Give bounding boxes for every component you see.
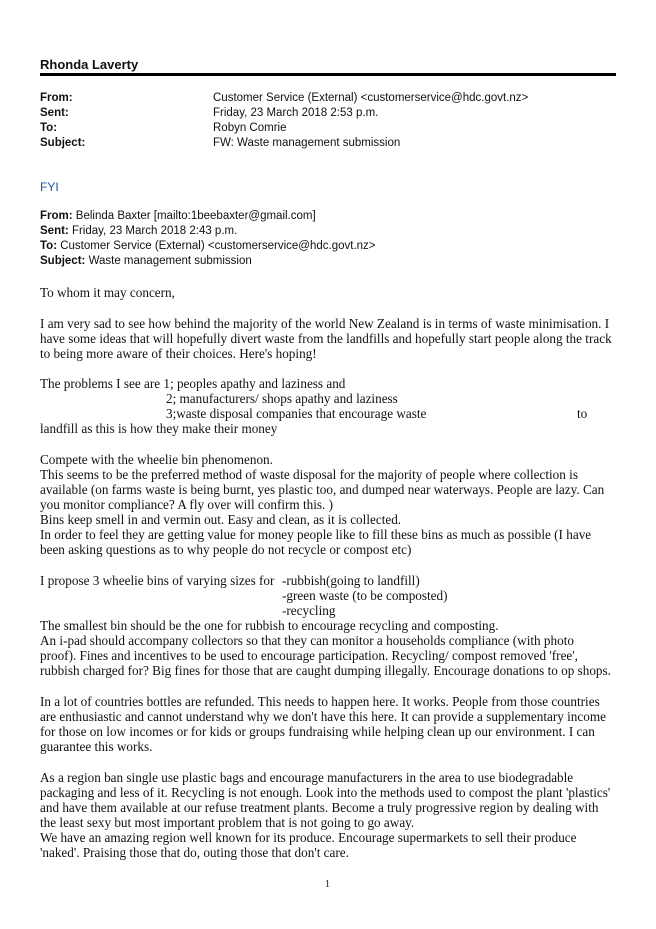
header-to-value: Robyn Comrie — [213, 122, 287, 134]
bins-intro: I propose 3 wheelie bins of varying sizes for — [40, 573, 275, 588]
paragraph-3-line: Compete with the wheelie bin phenomenon. — [40, 452, 273, 467]
forwarded-to-value: Customer Service (External) <customerservice@hdc.govt.nz> — [60, 240, 376, 252]
owner-name: Rhonda Laverty — [40, 57, 139, 72]
bins-item-1: -rubbish(going to landfill) — [282, 573, 420, 588]
forwarded-to-label: To: — [40, 240, 58, 252]
paragraph-4-line: An i-pad should accompany collectors so that they can monitor a households compliance (with photo — [40, 633, 574, 648]
paragraph-6-line: As a region ban single use plastic bags and encourage manufacturers in the area to use biodegradable — [40, 770, 574, 785]
paragraph-1-line: to being more aware of their choices. Here's hoping! — [40, 346, 317, 361]
forwarded-from-label: From: — [40, 210, 73, 222]
header-sent-label: Sent: — [40, 107, 69, 119]
forwarded-to — [40, 240, 376, 252]
page-number: 1 — [325, 879, 330, 890]
forwarded-subject — [40, 255, 252, 267]
paragraph-3-line: In order to feel they are getting value for money people like to fill these bins as much as possible (I have — [40, 527, 592, 542]
forwarded-from-value: Belinda Baxter [mailto:1beebaxter@gmail.com] — [75, 210, 316, 222]
paragraph-3-line: you monitor compliance? A fly over will confirm this. ) — [40, 497, 333, 512]
fyi-note: FYI — [40, 180, 59, 194]
problems-line-4: landfill as this is how they make their money — [40, 421, 278, 436]
paragraph-5-line: are enthusiastic and cannot understand why we don't have this here. It can provide a supplementary income — [40, 709, 606, 724]
paragraph-5-line: In a lot of countries bottles are refunded. This needs to happen here. It works. People from those countries — [40, 694, 600, 709]
paragraph-1-line: I am very sad to see how behind the majority of the world New Zealand is in terms of waste minimisation. I — [40, 316, 610, 331]
header-subject-label: Subject: — [40, 137, 86, 149]
forwarded-from — [40, 210, 316, 222]
problems-line-1: The problems I see are 1; peoples apathy and laziness and — [40, 376, 346, 391]
paragraph-5-line: guarantee this works. — [40, 739, 153, 754]
paragraph-6-line: 'naked'. Praising those that do, outing those that don't care. — [40, 845, 349, 860]
greeting: To whom it may concern, — [40, 285, 175, 300]
problems-line-3: 3;waste disposal companies that encourage waste — [166, 406, 427, 421]
header-sent-value: Friday, 23 March 2018 2:53 p.m. — [213, 107, 379, 119]
problems-line-2: 2; manufacturers/ shops apathy and laziness — [166, 391, 398, 406]
forwarded-subject-label: Subject: — [40, 255, 86, 267]
header-from-label: From: — [40, 92, 73, 104]
forwarded-sent-label: Sent: — [40, 225, 69, 237]
paragraph-3-line: available (on farms waste is being burnt, yes plastic too, and dumped near waterways. People are lazy. Can — [40, 482, 605, 497]
paragraph-3-line: Bins keep smell in and vermin out. Easy and clean, as it is collected. — [40, 512, 402, 527]
paragraph-6-line: the least sexy but most important problem that is not going to go away. — [40, 815, 415, 830]
header-from-value: Customer Service (External) <customerservice@hdc.govt.nz> — [213, 92, 529, 104]
forwarded-subject-value: Waste management submission — [88, 255, 252, 267]
paragraph-6-line: We have an amazing region well known for its produce. Encourage supermarkets to sell their produce — [40, 830, 577, 845]
problems-line-3-end: to — [577, 406, 588, 421]
paragraph-6-line: packaging and less of it. Recycling is not enough. Look into the methods used to compost the plant 'plastics' — [40, 785, 611, 800]
bins-item-3: -recycling — [282, 603, 336, 618]
header-rule — [40, 73, 616, 76]
paragraph-6-line: and have them available at our refuse treatment plants. Become a truly progressive region by dealing with — [40, 800, 599, 815]
bins-item-2: -green waste (to be composted) — [282, 588, 448, 603]
header-subject-value: FW: Waste management submission — [213, 137, 401, 149]
paragraph-1-line: have some ideas that will hopefully divert waste from the landfills and hopefully start people along the track — [40, 331, 612, 346]
forwarded-sent-value: Friday, 23 March 2018 2:43 p.m. — [71, 225, 238, 237]
paragraph-4-line: proof). Fines and incentives to be used to encourage participation. Recycling/ compost removed 'free', — [40, 648, 578, 663]
paragraph-4-line: The smallest bin should be the one for rubbish to encourage recycling and composting. — [40, 618, 499, 633]
paragraph-5-line: for those on low incomes or for kids or groups fundraising while helping clean up our environment. I can — [40, 724, 595, 739]
paragraph-3-line: been asking questions as to why people do not recycle or compost etc) — [40, 542, 412, 557]
header-to-label: To: — [40, 122, 58, 134]
paragraph-4-line: rubbish charged for? Big fines for those that are caught dumping illegally. Encourage donations to op shops. — [40, 663, 611, 678]
forwarded-sent — [40, 225, 237, 237]
paragraph-3-line: This seems to be the preferred method of waste disposal for the majority of people where collection is — [40, 467, 578, 482]
